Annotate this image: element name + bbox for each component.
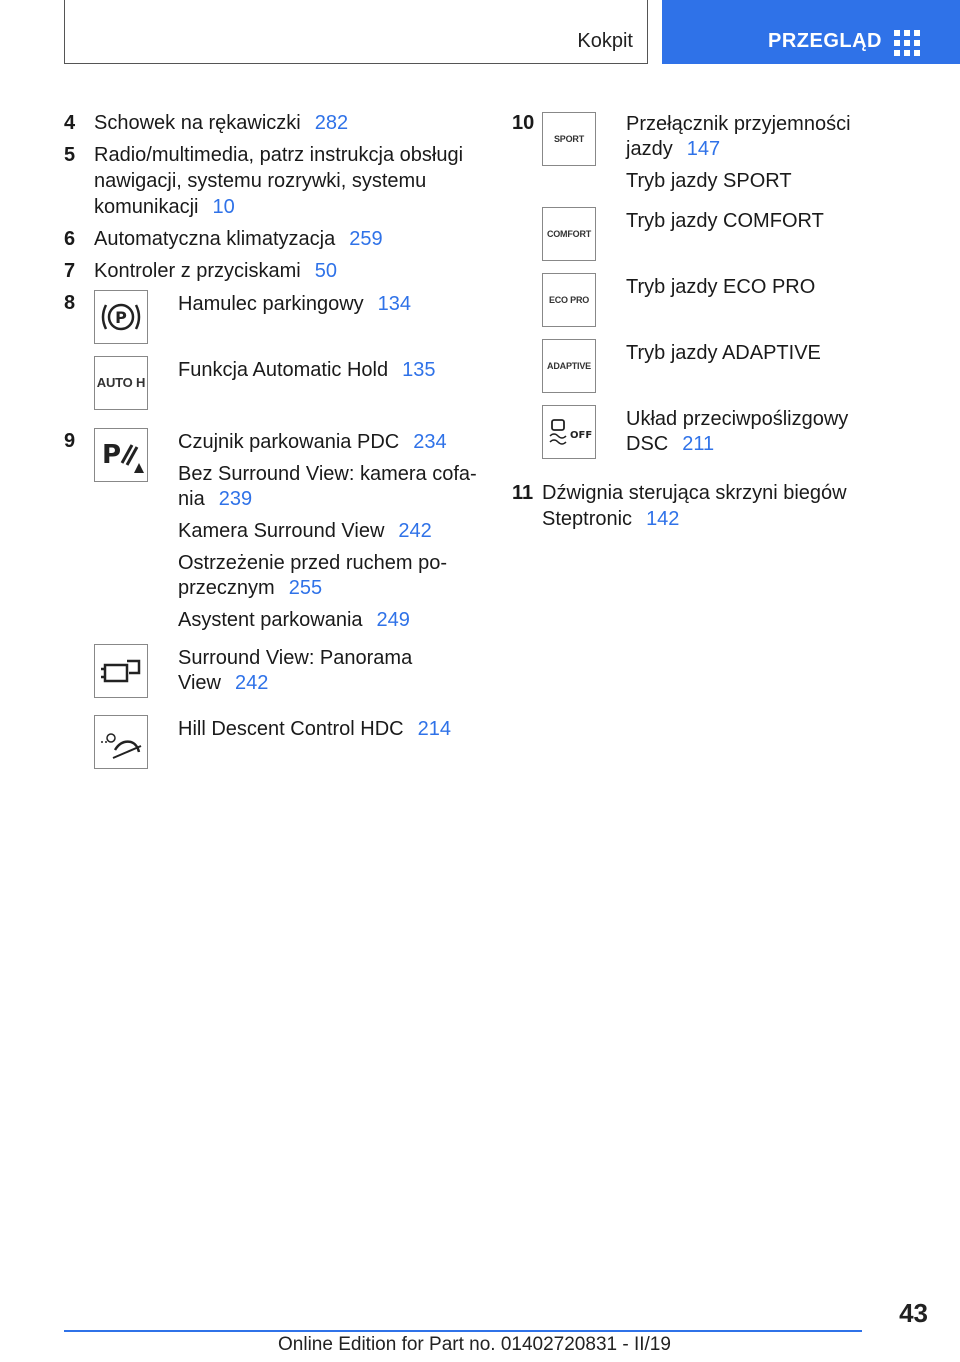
sport-mode-icon: SPORT [542, 112, 596, 166]
svg-text:P: P [102, 440, 122, 470]
list-item-10: 10 SPORT Przełącznik przyjemności jazdy 147 Tryb jazdy SPORT COMFORT Tryb jazdy COMFORT ECO PRO Tryb jazdy ECO PRO ADAPTIVE Tryb jazdy ADAPTIVE OFF Układ przeciwpoślizgowy DSC 211 [512, 110, 912, 480]
svg-text:P: P [115, 308, 127, 327]
list-item: 4 Schowek na rękawiczki 282 [64, 112, 349, 134]
header-section-box [64, 0, 648, 64]
page-link[interactable]: 249 [376, 609, 410, 631]
list-item: 7 Kontroler z przyciskami 50 [64, 260, 337, 282]
footer-divider [64, 1330, 862, 1332]
chapter-title: PRZEGLĄD [768, 30, 882, 52]
page-link[interactable]: 50 [314, 260, 337, 282]
list-item: 6 Automatyczna klimatyzacja 259 [64, 228, 383, 250]
page-link[interactable]: 259 [349, 228, 383, 250]
comfort-mode-icon: COMFORT [542, 207, 596, 261]
edition-info: Online Edition for Part no. 01402720831 - II/19 [278, 1334, 671, 1355]
parking-brake-icon [94, 290, 148, 344]
page-link[interactable]: 147 [686, 138, 721, 160]
page-link[interactable]: 10 [212, 196, 235, 218]
page-link[interactable]: 234 [413, 431, 447, 453]
page-link[interactable]: 211 [682, 433, 715, 455]
svg-text:OFF: OFF [570, 430, 592, 441]
section-title: Kokpit [577, 30, 633, 52]
page-number: 43 [899, 1298, 928, 1328]
adaptive-mode-icon: ADAPTIVE [542, 339, 596, 393]
panorama-camera-icon [94, 644, 148, 698]
page-link[interactable]: 134 [377, 293, 412, 315]
page-link[interactable]: 214 [417, 718, 451, 740]
page-link[interactable]: 135 [402, 359, 436, 381]
list-item: 11 Dźwignia sterująca skrzyni biegów Steptronic 142 [512, 482, 847, 530]
list-item: 5 Radio/multimedia, patrz instrukcja obsługi nawigacji, systemu rozrywki, systemu komunikacji 10 [64, 144, 464, 218]
page-link[interactable]: 242 [398, 520, 432, 542]
dsc-off-icon [542, 405, 596, 459]
auto-hold-icon: AUTO H [94, 356, 148, 410]
chapter-tab[interactable] [662, 0, 960, 64]
hill-descent-icon [94, 715, 148, 769]
page-link[interactable]: 255 [288, 577, 323, 599]
list-item-8: 8 P Hamulec parkingowy 134 AUTO H Funkcja Automatic Hold 135 [64, 290, 484, 428]
page-link[interactable]: 282 [314, 112, 349, 134]
left-column [64, 110, 484, 787]
page-link[interactable]: 239 [218, 488, 253, 510]
list-item-9: 9 P Czujnik parkowania PDC 234 Bez Surround View: kamera cofania 239 Kamera Surround View 242 Ostrzeżenie przed ruchem poprzecznym 255 Asystent parkowania 249 Surround View: Panorama View 242 Hill Descent Control HDC 214 [64, 428, 484, 781]
pdc-sensor-icon [94, 428, 148, 482]
grid-menu-icon[interactable] [894, 30, 920, 52]
page-link[interactable]: 142 [646, 508, 680, 530]
right-column [512, 110, 912, 538]
page-link[interactable]: 242 [235, 672, 269, 694]
eco-pro-mode-icon: ECO PRO [542, 273, 596, 327]
